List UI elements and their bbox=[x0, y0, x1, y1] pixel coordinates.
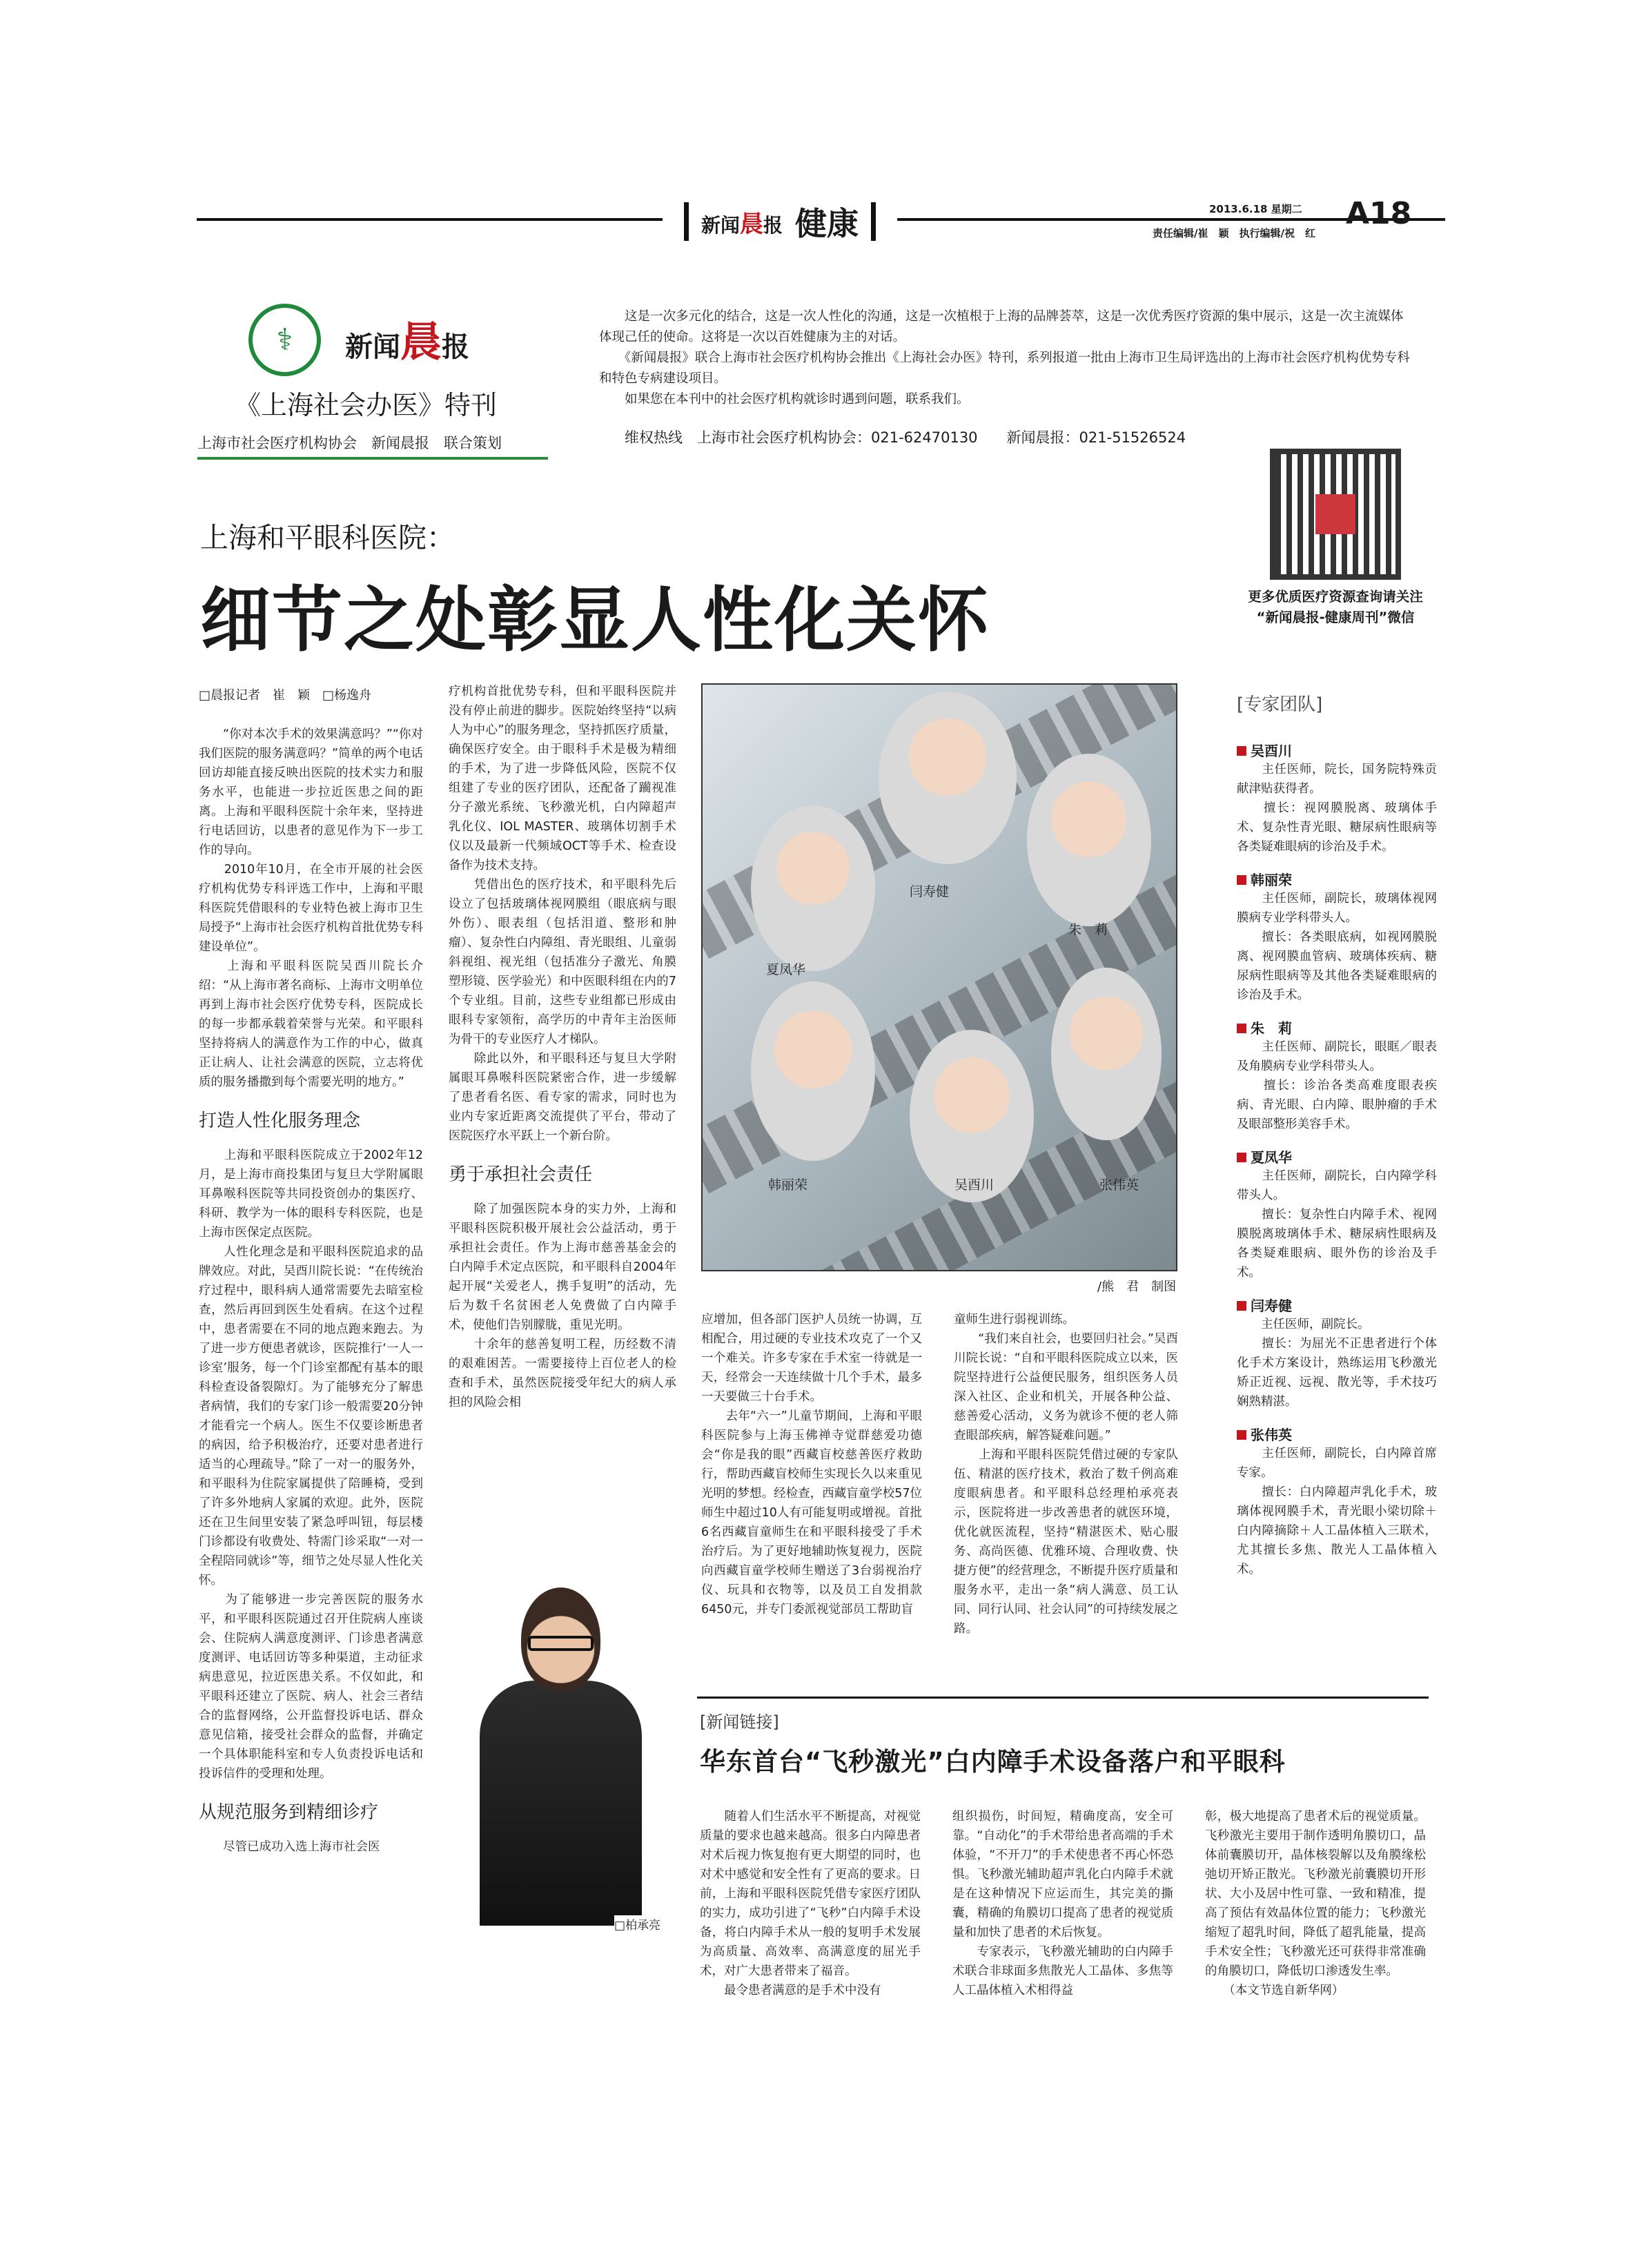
doctor-photo bbox=[1051, 968, 1162, 1140]
qr-caption: 更多优质医疗资源查询请关注 “新闻晨报-健康周刊”微信 bbox=[1248, 589, 1423, 625]
expert-item bbox=[1237, 1424, 1437, 1579]
headline-kicker: 上海和平眼科医院： bbox=[200, 521, 455, 554]
portrait-photo bbox=[476, 1587, 642, 1926]
expert-name: 张伟英 bbox=[1251, 1427, 1292, 1443]
expert-name: 朱 莉 bbox=[1251, 1020, 1292, 1037]
paragraph: 应增加，但各部门医护人员统一协调，互相配合，用过硬的专业技术攻克了一个又一个难关。许多专家在手术室一待就是一天，经常会一天连续做十几个手术，最多一天要做三十台手术。 去年“六一”儿童节期间，上海和平眼科医院参与上海玉佛禅寺觉群慈爱功德会“你是我的眼”西藏盲校慈善医疗救助行，帮助西藏盲校师生实现长久以来重见光明的梦想。经检查，西藏盲童学校57位师生中超过10人有可能复明或增视。首批6名西藏盲童师生在和平眼科接受了手术治疗后。为了更好地辅助恢复视力，医院向西藏盲童学校师生赠送了3台弱视治疗仪、玩具和衣物等，以及员工自发捐款6450元，并专门委派视觉部员工帮助盲 bbox=[701, 1313, 922, 1616]
qr-code-icon[interactable] bbox=[1270, 449, 1401, 580]
doctor-name: 朱 莉 bbox=[1068, 922, 1108, 937]
expert-item bbox=[1237, 869, 1437, 1005]
article-column-4 bbox=[954, 1310, 1178, 1639]
article-column-3 bbox=[701, 1310, 922, 1619]
doctor-photo-collage bbox=[701, 683, 1177, 1271]
bullet-icon bbox=[1237, 1024, 1246, 1033]
page-number: A18 bbox=[1346, 196, 1412, 231]
headline: 细节之处彰显人性化关怀 bbox=[200, 580, 990, 662]
paper-logo: 新闻晨报 bbox=[345, 318, 469, 366]
bullet-icon bbox=[1237, 875, 1246, 885]
news-link-headline: 华东首台“飞秒激光”白内障手术设备落户和平眼科 bbox=[700, 1747, 1286, 1777]
doctor-photo bbox=[751, 981, 875, 1161]
expert-name: 韩丽荣 bbox=[1251, 872, 1292, 888]
expert-team-title: [专家团队] bbox=[1237, 694, 1323, 715]
doctor-name: 夏凤华 bbox=[766, 962, 806, 977]
bullet-icon bbox=[1237, 1301, 1246, 1311]
news-link-tag: [新闻链接] bbox=[700, 1712, 779, 1732]
doctor-name: 张伟英 bbox=[1099, 1177, 1139, 1193]
bullet-icon bbox=[1237, 746, 1246, 756]
paragraph: 尽管已成功入选上海市社会医 bbox=[199, 1840, 380, 1854]
article-column-1 bbox=[199, 725, 423, 1857]
expert-bio: 主任医师，副院长，白内障首席专家。 擅长：白内障超声乳化手术，玻璃体视网膜手术，青光眼小梁切除＋白内障摘除＋人工晶体植入三联术，尤其擅长多焦、散光人工晶体植入术。 bbox=[1237, 1447, 1437, 1576]
expert-name: 闫寿健 bbox=[1251, 1298, 1292, 1314]
expert-item bbox=[1237, 1146, 1437, 1282]
expert-bio: 主任医师，副院长，玻璃体视网膜病专业学科带头人。 擅长：各类眼底病，如视网膜脱离、视网膜血管病、玻璃体疾病、糖尿病性眼病等及其他各类疑难眼病的诊治及手术。 bbox=[1237, 892, 1437, 1002]
hotline: 维权热线 上海市社会医疗机构协会：021-62470130 新闻晨报：021-51526524 bbox=[625, 429, 1186, 446]
divider bbox=[197, 457, 548, 460]
subheading: 从规范服务到精细诊疗 bbox=[199, 1802, 379, 1823]
expert-list bbox=[1237, 730, 1437, 1579]
issue-date: 2013.6.18 星期二 bbox=[1209, 203, 1302, 215]
paragraph: 上海和平眼科医院成立于2002年12月，是上海市商投集团与复旦大学附属眼耳鼻喉科医院等共同投资创办的集医疗、科研、教学为一体的眼科专科医院，也是上海市医保定点医院。 人性化理念是和平眼科医院追求的品牌效应。对此，吴酉川院长说：“在传统治疗过程中，眼科病人通常需要先去暗室检查，然后再回到医生处看病。在这个过程中，患者需要在不同的地点跑来跑去。为了进一步方便患者就诊，医院推行‘一人一诊室’服务，每一个门诊室都配有基本的眼科检查设备裂隙灯。为了能够充分了解患者病情，我们的专家门诊一般需要20分钟才能看完一个病人。医生不仅要诊断患者的病因，给予积极治疗，还要对患者进行适当的心理疏导。”除了一对一的服务外，和平眼科为住院家属提供了陪睡椅，受到了许多外地病人家属的欢迎。此外，医院还在卫生间里安装了紧急呼叫钮，每层楼门诊都设有收费处、特需门诊采取“一对一全程陪同就诊”等，细节之处尽显人性化关怀。 为了能够进一步完善医院的服务水平，和平眼科医院通过召开住院病人座谈会、住院病人满意度测评、门诊患者满意度测评、电话回访等多种渠道，主动征求病患意见，拉近医患关系。不仅如此，和平眼科还建立了医院、病人、社会三者结合的监督网络，公开监督投诉电话、群众意见信箱，接受社会群众的监督，并确定一个具体职能科室和专人负责投诉电话和投诉信件的受理和处理。 bbox=[199, 1148, 423, 1781]
byline: □晨报记者 崔 颖 □杨逸舟 bbox=[199, 688, 372, 703]
expert-name: 吴酉川 bbox=[1251, 743, 1292, 759]
expert-bio: 主任医师、副院长，眼眶／眼表及角膜病专业学科带头人。 擅长：诊治各类高难度眼表疾病、青光眼、白内障、眼肿瘤的手术及眼部整形美容手术。 bbox=[1237, 1040, 1437, 1131]
section-badge bbox=[663, 197, 897, 246]
special-issue-title: 《上海社会办医》特刊 bbox=[235, 390, 498, 420]
doctor-name: 吴酉川 bbox=[954, 1177, 995, 1193]
subheading: 打造人性化服务理念 bbox=[199, 1111, 361, 1131]
news-column: 随着人们生活水平不断提高，对视觉质量的要求也越来越高。很多白内障患者对术后视力恢复抱有更大期望的同时，也对术中感觉和安全性有了更高的要求。日前，上海和平眼科医院凭借专家医疗团队的实力，成功引进了“飞秒”白内障手术设备，将白内障手术从一般的复明手术发展为高质量、高效率、高满意度的屈光手术，对广大患者带来了福音。 最令患者满意的是手术中没有 bbox=[700, 1810, 921, 1997]
doctor-photo bbox=[1027, 754, 1151, 926]
doctor-name: 韩丽荣 bbox=[768, 1177, 808, 1193]
portrait-credit: □柏承亮 bbox=[614, 1915, 660, 1933]
article-column-2 bbox=[449, 682, 676, 1412]
news-column: 组织损伤，时间短，精确度高，安全可靠。“自动化”的手术带给患者高端的手术体验，“不开刀”的手术使患者不再心怀恐惧。飞秒激光辅助超声乳化白内障手术就是在这种情况下应运而生，其完美的撕囊，精确的角膜切口提高了患者的视觉质量和加快了患者的术后恢复。 专家表示，飞秒激光辅助的白内障手术联合非球面多焦散光人工晶体、多焦等人工晶体植入术相得益 bbox=[952, 1810, 1173, 1997]
expert-item bbox=[1237, 1017, 1437, 1134]
paragraph: 童师生进行弱视训练。 “我们来自社会，也要回归社会。”吴酉川院长说：“自和平眼科医院成立以来，医院坚持进行公益便民服务，组织医务人员深入社区、企业和机关，开展各种公益、慈善爱心活动，义务为就诊不便的老人筛查眼部疾病，解答疑难问题。” 上海和平眼科医院凭借过硬的专家队伍、精湛的医疗技术，救治了数千例高难度眼病患者。和平眼科总经理柏承亮表示，医院将进一步改善患者的就医环境，优化就医流程，坚持“精湛医术、贴心服务、高尚医德、优雅环境、合理收费、快捷方便”的经营理念，不断提升医疗质量和服务水平，走出一条“病人满意、员工认同、同行认同、社会认同”的可持续发展之路。 bbox=[954, 1313, 1178, 1636]
paragraph: “你对本次手术的效果满意吗？”“你对我们医院的服务满意吗？”简单的两个电话回访却能直接反映出医院的技术实力和服务水平，也能进一步拉近医患之间的距离。上海和平眼科医院十余年来，坚持进行电话回访，以患者的意见作为下一步工作的导向。 2010年10月，在全市开展的社会医疗机构优势专科评选工作中，上海和平眼科医院凭借眼科的专业特色被上海市卫生局授予“上海市社会医疗机构首批优势专科建设单位”。 上海和平眼科医院吴酉川院长介绍：“从上海市著名商标、上海市文明单位再到上海市社会医疗优势专科，医院成长的每一步都承载着荣誉与光荣。和平眼科坚持将病人的满意作为工作的中心，做真正让病人、让社会满意的医院，立志将优质的服务播撒到每个需要光明的地方。” bbox=[199, 727, 423, 1089]
doctor-photo bbox=[751, 805, 875, 971]
doctor-name: 闫寿健 bbox=[910, 884, 950, 899]
expert-bio: 主任医师，副院长，白内障学科带头人。 擅长：复杂性白内障手术、视网膜脱离玻璃体手术、糖尿病性眼病及各类疑难眼病、眼外伤的诊治及手术。 bbox=[1237, 1169, 1437, 1280]
subheading: 勇于承担社会责任 bbox=[449, 1164, 593, 1185]
divider bbox=[697, 1697, 1429, 1699]
bullet-icon bbox=[1237, 1430, 1246, 1440]
photo-credit: /熊 君 制图 bbox=[1097, 1280, 1177, 1294]
organizers: 上海市社会医疗机构协会 新闻晨报 联合策划 bbox=[197, 435, 502, 451]
editor-credits: 责任编辑/崔 颖 执行编辑/祝 红 bbox=[1153, 227, 1315, 239]
news-column: 彰，极大地提高了患者术后的视觉质量。飞秒激光主要用于制作透明角膜切口，晶体前囊膜切开，晶体核裂解以及角膜缘松弛切开矫正散光。飞秒激光前囊膜切开形状、大小及居中性可靠、一致和精准，提高了预估有效晶体位置的能力；飞秒激光缩短了超乳时间，降低了超乳能量，提高手术安全性；飞秒激光还可获得非常准确的角膜切口，降低切口渗透发生率。 （本文节选自新华网） bbox=[1205, 1810, 1426, 1997]
section-title: 健康 bbox=[795, 205, 859, 242]
expert-item bbox=[1237, 740, 1437, 857]
expert-bio: 主任医师，院长，国务院特殊贡献津贴获得者。 擅长：视网膜脱离、玻璃体手术、复杂性青光眼、糖尿病性眼病等各类疑难眼病的诊治及手术。 bbox=[1237, 763, 1437, 854]
intro-text: 这是一次多元化的结合，这是一次人性化的沟通，这是一次植根于上海的品牌荟萃，这是一次优秀医疗资源的集中展示，这是一次主流媒体体现己任的使命。这将是一次以百姓健康为主的对话。 《新闻晨报》联合上海市社会医疗机构协会推出《上海社会办医》特刊，系列报道一批由上海市卫生局评选出的上海市社会医疗机构优势专科和特色专病建设项目。 如果您在本刊中的社会医疗机构就诊时遇到问题，联系我们。 bbox=[599, 309, 1410, 407]
paper-logo-small: 新闻晨报 bbox=[701, 210, 783, 238]
doctor-photo bbox=[879, 692, 1017, 864]
expert-bio: 主任医师，副院长。 擅长：为屈光不正患者进行个体化手术方案设计，熟练运用飞秒激光矫正近视、远视、散光等，手术技巧娴熟精湛。 bbox=[1237, 1318, 1437, 1409]
paragraph: 除了加强医院本身的实力外，上海和平眼科医院积极开展社会公益活动，勇于承担社会责任。作为上海市慈善基金会的白内障手术定点医院，和平眼科自2004年起开展“关爱老人，携手复明”的活动，先后为数千名贫困老人免费做了白内障手术，使他们告别朦胧，重见光明。 十余年的慈善复明工程，历经数不清的艰难困苦。一需要接待上百位老人的检查和手术，虽然医院接受年纪大的病人承担的风险会相 bbox=[449, 1202, 676, 1409]
paragraph: 疗机构首批优势专科，但和平眼科医院并没有停止前进的脚步。医院始终坚持“以病人为中心”的服务理念，坚持抓医疗质量，确保医疗安全。由于眼科手术是极为精细的手术，为了进一步降低风险，医院不仅组建了专业的医疗团队，还配备了躏视准分子激光系统、飞秒激光机，白内障超声乳化仪、IOL MASTER、玻璃体切割手术仪以及最新一代频域OCT等手术、检查设备作为技术支持。 凭借出色的医疗技术，和平眼科先后设立了包括玻璃体视网膜组（眼底病与眼外伤）、眼表组（包括泪道、整形和肿瘤）、复杂性白内障组、青光眼组、儿童弱斜视组、视光组（包括准分子激光、角膜塑形镜、医学验光）和中医眼科组在内的7个专业组。目前，这些专业组都已形成由眼科专家领衔，高学历的中青年主治医师为骨干的专业医疗人才梯队。 除此以外，和平眼科还与复旦大学附属眼耳鼻喉科医院紧密合作，进一步缓解了患者看名医、看专家的需求，同时也为业内专家近距离交流提供了平台，带动了医院医疗水平跃上一个新台阶。 bbox=[449, 685, 676, 1143]
bullet-icon bbox=[1237, 1153, 1246, 1162]
divider bbox=[684, 202, 689, 241]
expert-item bbox=[1237, 1295, 1437, 1411]
association-emblem-icon: ⚕ bbox=[248, 304, 321, 376]
expert-name: 夏凤华 bbox=[1251, 1149, 1292, 1166]
divider bbox=[871, 202, 876, 241]
